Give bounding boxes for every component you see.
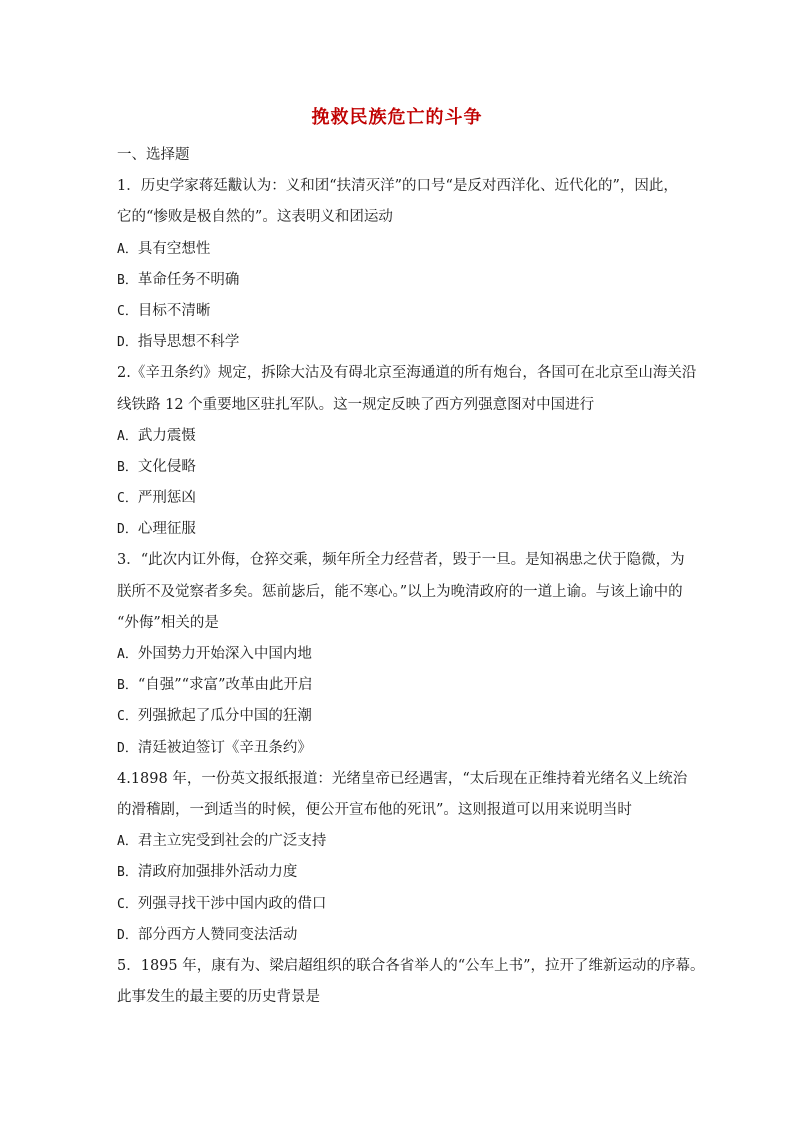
option-a: [117, 826, 677, 857]
document-title: 挽救民族危亡的斗争: [311, 107, 483, 128]
question-stem-line: 5．1895 年，康有为、梁启超组织的联合各省举人的“公车上书”，拉开了维新运动的序幕。: [117, 957, 705, 974]
option-c: [117, 701, 677, 732]
option-d: [117, 514, 677, 545]
option-text: 清廷被迫签订《辛丑条约》: [137, 739, 312, 756]
option-d: [117, 327, 677, 358]
question-stem-line: 朕所不及觉察者多矣。惩前毖后，能不寒心。”以上为晚清政府的一道上谕。与该上谕中的: [117, 583, 683, 600]
option-letter: A．: [117, 834, 138, 850]
option-letter: C．: [117, 709, 138, 725]
option-letter: A．: [117, 428, 138, 444]
question-1: [117, 171, 677, 358]
option-text: 武力震慑: [137, 427, 196, 444]
option-b: [117, 670, 677, 701]
option-text: 具有空想性: [137, 240, 211, 257]
option-c: [117, 889, 677, 920]
question-4: [117, 764, 688, 951]
option-letter: B．: [117, 459, 138, 475]
option-letter: C．: [117, 896, 138, 912]
question-stem-line: 3．“此次内讧外侮，仓猝交乘，频年所全力经营者，毁于一旦。是知祸患之伏于隐微，为: [117, 552, 685, 569]
question-stem-line: 的滑稽剧，一到适当的时候，便公开宣布他的死讯”。这则报道可以用来说明当时: [117, 801, 632, 818]
question-stem-line: 此事发生的最主要的历史背景是: [117, 989, 320, 1006]
option-b: [117, 857, 677, 888]
option-text: 部分西方人赞同变法活动: [137, 926, 298, 943]
option-letter: B．: [117, 865, 138, 881]
option-c: [117, 296, 677, 327]
option-text: 列强掀起了瓜分中国的狂潮: [137, 708, 312, 725]
section-heading: 一、选择题: [117, 147, 190, 163]
question-3: [117, 545, 685, 763]
option-a: [117, 421, 677, 452]
question-stem-line: 它的“惨败是极自然的”。这表明义和团运动: [117, 209, 393, 226]
question-5: [117, 951, 705, 1013]
option-letter: A．: [117, 241, 138, 257]
option-text: 目标不清晰: [137, 302, 211, 319]
question-stem-line: “外侮”相关的是: [117, 614, 219, 631]
option-text: 文化侵略: [137, 458, 196, 475]
question-stem-line: 2.《辛丑条约》规定，拆除大沽及有碍北京至海通道的所有炮台，各国可在北京至山海关沿: [117, 365, 697, 382]
option-text: 指导思想不科学: [137, 334, 240, 351]
option-letter: C．: [117, 303, 138, 319]
option-text: 严刑惩凶: [137, 490, 196, 507]
option-text: 心理征服: [137, 521, 196, 538]
option-c: [117, 483, 677, 514]
option-letter: D．: [117, 740, 138, 756]
option-text: 列强寻找干涉中国内政的借口: [137, 895, 327, 912]
question-2: [117, 358, 697, 545]
option-letter: B．: [117, 678, 138, 694]
question-stem-line: 4.1898 年，一份英文报纸报道：光绪皇帝已经遇害，“太后现在正维持着光绪名义上统治: [117, 770, 688, 787]
option-letter: D．: [117, 927, 138, 943]
document-body: [117, 140, 705, 1013]
option-letter: D．: [117, 335, 138, 351]
option-b: [117, 265, 677, 296]
option-b: [117, 452, 677, 483]
option-d: [117, 920, 677, 951]
option-a: [117, 234, 677, 265]
option-d: [117, 733, 677, 764]
option-text: 外国势力开始深入中国内地: [137, 646, 312, 662]
option-text: 清政府加强排外活动力度: [137, 864, 298, 881]
option-text: “自强”“求富”改革由此开启: [137, 677, 313, 694]
option-letter: D．: [117, 522, 138, 538]
option-text: 革命任务不明确: [137, 271, 240, 288]
question-stem-line: 线铁路 12 个重要地区驻扎军队。这一规定反映了西方列强意图对中国进行: [117, 396, 595, 413]
question-stem-line: 1．历史学家蒋廷黻认为：义和团“扶清灭洋”的口号“是反对西洋化、近代化的”，因此，: [117, 178, 678, 195]
option-text: 君主立宪受到社会的广泛支持: [137, 833, 327, 850]
option-letter: A．: [117, 647, 138, 662]
option-letter: B．: [117, 272, 138, 288]
option-a: [117, 639, 677, 670]
option-letter: C．: [117, 491, 138, 507]
